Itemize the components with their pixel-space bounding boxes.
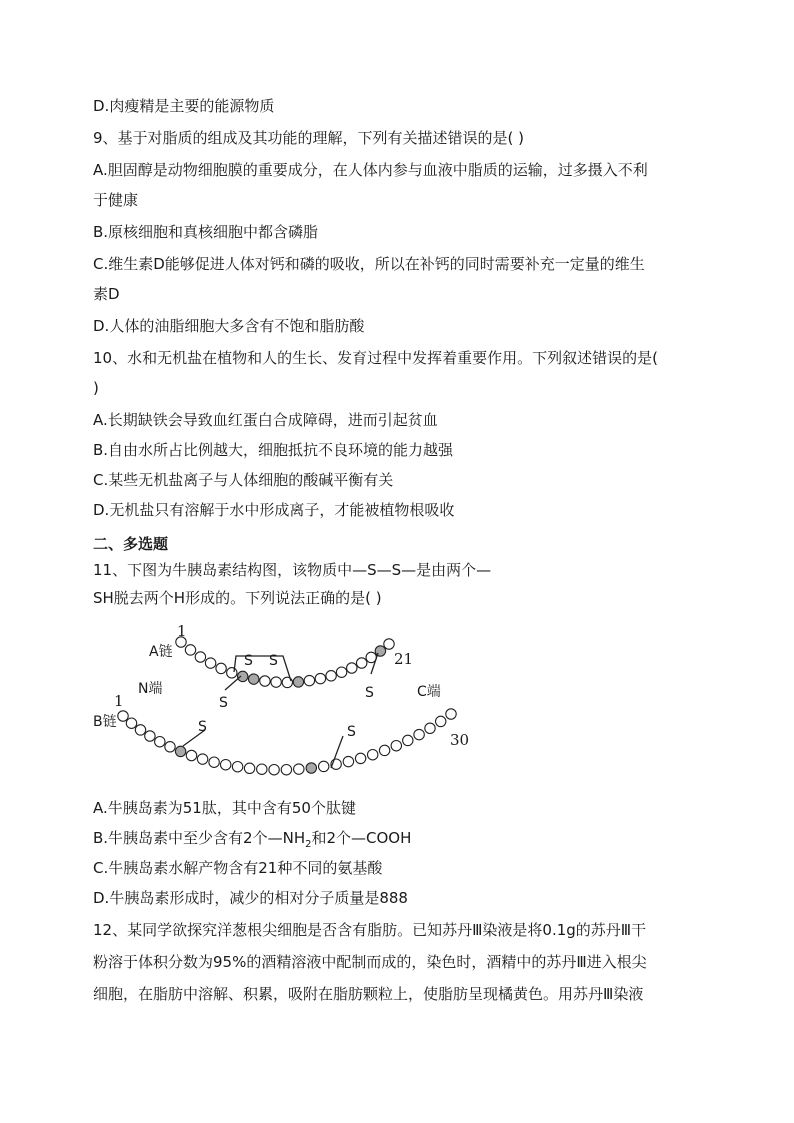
b-chain-bead bbox=[319, 761, 329, 771]
sulfur-atom: S bbox=[269, 653, 278, 669]
insulin-structure-figure bbox=[93, 618, 493, 788]
q12-stem: 12、某同学欲探究洋葱根尖细胞是否含有脂肪。已知苏丹Ⅲ染液是将0.1g的苏丹Ⅲ干 bbox=[93, 921, 647, 939]
b-chain-bead bbox=[343, 756, 353, 766]
q9-option-a: A.胆固醇是动物细胞膜的重要成分，在人体内参与血液中脂质的运输，过多摄入不利 bbox=[93, 161, 648, 179]
b-chain-bead bbox=[221, 760, 231, 770]
a-chain-bead bbox=[271, 677, 281, 687]
b-chain-bead bbox=[306, 763, 316, 773]
q9-option-b: B.原核细胞和真核细胞中都含磷脂 bbox=[93, 223, 319, 241]
b-chain-bead bbox=[294, 764, 304, 774]
q10-option-c: C.某些无机盐离子与人体细胞的酸碱平衡有关 bbox=[93, 471, 394, 489]
q10-option-b: B.自由水所占比例越大，细胞抵抗不良环境的能力越强 bbox=[93, 441, 454, 459]
sulfur-atom: S bbox=[244, 653, 253, 669]
b-chain-bead bbox=[186, 750, 196, 760]
b-chain-start-label: 1 bbox=[114, 692, 124, 710]
b-chain-bead bbox=[446, 709, 456, 719]
a-chain-bead bbox=[315, 673, 325, 683]
sulfur-atom: S bbox=[219, 695, 228, 711]
b-chain-bead bbox=[355, 753, 365, 763]
b-chain-bead bbox=[197, 754, 207, 764]
q9-option-d: D.人体的油脂细胞大多含有不饱和脂肪酸 bbox=[93, 317, 365, 335]
b-chain-bead bbox=[126, 718, 136, 728]
b-chain-bead bbox=[257, 764, 267, 774]
a-chain-bead bbox=[205, 658, 215, 668]
b-chain-bead bbox=[368, 750, 378, 760]
b-chain-bead bbox=[379, 745, 389, 755]
a-chain-bead bbox=[216, 663, 226, 673]
b-chain-bead bbox=[118, 711, 128, 721]
a-chain-bead bbox=[293, 677, 303, 687]
q12-stem-cont: 粉溶于体积分数为95%的酒精溶液中配制而成的，染色时，酒精中的苏丹Ⅲ进入根尖 bbox=[93, 953, 647, 971]
b-chain-bead bbox=[244, 763, 254, 773]
a-chain-bead bbox=[227, 668, 237, 678]
c-terminal-label: C端 bbox=[417, 684, 441, 700]
sulfur-atom: S bbox=[347, 724, 356, 740]
b-chain-bead bbox=[155, 737, 165, 747]
b-chain-label: B链 bbox=[93, 714, 117, 730]
b-chain-bead bbox=[281, 765, 291, 775]
b-chain-bead bbox=[436, 716, 446, 726]
a-chain-label: A链 bbox=[149, 644, 173, 660]
b-chain-bead bbox=[391, 741, 401, 751]
q10-option-d: D.无机盐只有溶解于水中形成离子，才能被植物根吸收 bbox=[93, 501, 455, 519]
b-chain-bead bbox=[145, 731, 155, 741]
a-chain-bead bbox=[304, 675, 314, 685]
q11-stem: 11、下图为牛胰岛素结构图，该物质中—S—S—是由两个— bbox=[93, 561, 492, 579]
b-chain-bead bbox=[403, 735, 413, 745]
sulfur-atom: S bbox=[365, 685, 374, 701]
b-chain-bead bbox=[175, 746, 185, 756]
a-chain-bead bbox=[185, 645, 195, 655]
a-chain-bead bbox=[357, 658, 367, 668]
b-chain-bead bbox=[232, 762, 242, 772]
a-chain-end-label: 21 bbox=[394, 650, 414, 668]
b-chain-bead bbox=[414, 729, 424, 739]
a-chain-bead bbox=[384, 639, 394, 649]
a-chain-bead bbox=[249, 674, 259, 684]
a-chain-bead bbox=[238, 671, 248, 681]
b-chain-bead bbox=[165, 742, 175, 752]
a-chain-bead bbox=[326, 671, 336, 681]
a-chain-bead bbox=[375, 646, 385, 656]
b-chain-bead bbox=[135, 725, 145, 735]
q10-stem: 10、水和无机盐在植物和人的生长、发育过程中发挥着重要作用。下列叙述错误的是( bbox=[93, 349, 658, 367]
a-chain-bead bbox=[260, 676, 270, 686]
q10-stem-cont: ) bbox=[93, 379, 99, 397]
q9-option-c: C.维生素D能够促进人体对钙和磷的吸收，所以在补钙的同时需要补充一定量的维生 bbox=[93, 255, 645, 273]
q12-stem-cont-2: 细胞，在脂肪中溶解、积累，吸附在脂肪颗粒上，使脂肪呈现橘黄色。用苏丹Ⅲ染液 bbox=[93, 985, 644, 1003]
q11-option-b bbox=[93, 828, 411, 855]
b-chain-bead bbox=[209, 757, 219, 767]
b-chain-end-label: 30 bbox=[450, 731, 470, 749]
subscript-2: 2 bbox=[305, 839, 312, 850]
b-chain-bead bbox=[269, 765, 279, 775]
b-chain-bead bbox=[425, 723, 435, 733]
q9-option-a-cont: 于健康 bbox=[93, 191, 139, 209]
a-chain-start-label: 1 bbox=[177, 622, 187, 640]
option-b-text-end: 和2个—COOH bbox=[311, 829, 412, 847]
q11-option-c: C.牛胰岛素水解产物含有21种不同的氨基酸 bbox=[93, 859, 383, 877]
sulfur-atom: S bbox=[198, 719, 207, 735]
q11-stem-cont: SH脱去两个H形成的。下列说法正确的是( ) bbox=[93, 589, 382, 607]
n-terminal-label: N端 bbox=[138, 681, 163, 697]
q9-option-c-cont: 素D bbox=[93, 285, 120, 303]
section-heading: 二、多选题 bbox=[93, 535, 169, 553]
q8-option-d: D.肉瘦精是主要的能源物质 bbox=[93, 97, 275, 115]
a-chain-bead bbox=[336, 667, 346, 677]
q11-option-a: A.牛胰岛素为51肽，其中含有50个肽键 bbox=[93, 799, 356, 817]
a-chain-bead bbox=[347, 663, 357, 673]
q10-option-a: A.长期缺铁会导致血红蛋白合成障碍，进而引起贫血 bbox=[93, 411, 438, 429]
q9-stem: 9、基于对脂质的组成及其功能的理解，下列有关描述错误的是( ) bbox=[93, 129, 525, 147]
q11-option-d: D.牛胰岛素形成时，减少的相对分子质量是888 bbox=[93, 889, 408, 907]
a-chain-bead bbox=[195, 652, 205, 662]
option-b-text: B.牛胰岛素中至少含有2个—NH bbox=[93, 829, 306, 847]
